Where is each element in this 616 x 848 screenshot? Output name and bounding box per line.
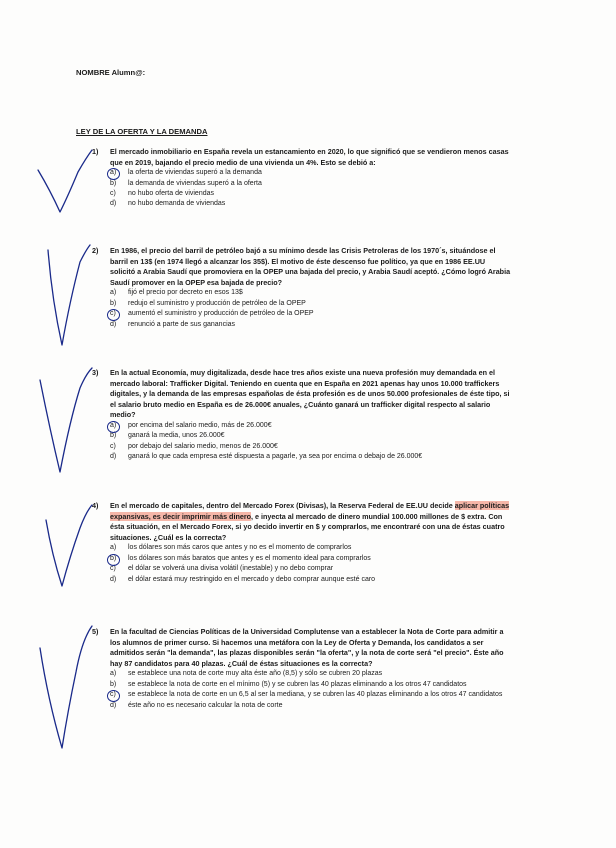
question-number: 3)	[92, 368, 99, 377]
option-letter: d)	[110, 701, 117, 709]
question-text	[110, 501, 512, 543]
checkmark-q3	[40, 368, 92, 472]
option-text: por encima del salario medio, más de 26.000€	[128, 421, 272, 429]
question-1	[92, 147, 512, 210]
question-text-end: , e inyecta al mercado de dinero mundial 100.000 millones de $ extra. Con ésta situación, en el Mercado Forex, si yo decido invertir en $ y comprarlos, me encontraré con una de éstas cuatro situaciones. ¿Cuál es la correcta?	[110, 511, 505, 542]
option-text: el dólar estará muy restringido en el mercado y debo comprar aunque esté caro	[128, 575, 376, 583]
option-text: por debajo del salario medio, menos de 26.000€	[128, 442, 278, 450]
question-4	[92, 501, 512, 585]
question-number: 1)	[92, 147, 99, 156]
checkmark-q4	[46, 505, 92, 586]
option-a[interactable]	[110, 421, 512, 431]
option-text: los dólares son más baratos que antes y es el momento ideal para comprarlos	[128, 554, 371, 562]
option-d[interactable]	[110, 575, 512, 585]
option-b[interactable]	[110, 431, 512, 441]
option-b[interactable]	[110, 554, 512, 564]
question-text: En 1986, el precio del barril de petróleo bajó a su mínimo desde las Crisis Petroleras de los 1970´s, situándose el barril en 13$ (en 1974 llegó a alcanzar los 35$). El motivo de éste descenso fue político, ya que en 1986 EE.UU solicitó a Arabia Saudí que promoviera en la OPEP una bajada del precio, y Arabia Saudí aceptó. ¿Cómo logró Arabia Saudí promover en la OPEP esa bajada de precio?	[110, 246, 511, 287]
section-title: LEY DE LA OFERTA Y LA DEMANDA	[76, 127, 208, 136]
option-letter: c)	[110, 309, 128, 319]
option-text: se establece la nota de corte en el mínimo (5) y se cubren las 40 plazas eliminando a los otros 47 candidatos	[128, 680, 467, 688]
option-a[interactable]	[110, 669, 512, 679]
student-name-label: NOMBRE Alumn@:	[76, 68, 146, 77]
question-number: 5)	[92, 627, 99, 636]
option-a[interactable]	[110, 168, 512, 178]
option-d[interactable]	[110, 320, 512, 330]
checkmark-q5	[40, 626, 92, 748]
option-text: éste año no es necesario calcular la nota de corte	[128, 701, 283, 709]
option-letter: d)	[110, 453, 117, 461]
option-letter: d)	[110, 320, 117, 328]
option-letter: b)	[110, 179, 117, 187]
question-2	[92, 246, 512, 330]
option-text: renunció a parte de sus ganancias	[128, 320, 236, 328]
option-letter: c)	[110, 565, 116, 573]
option-text: redujo el suministro y producción de petróleo de la OPEP	[128, 299, 306, 307]
option-letter: d)	[110, 575, 117, 583]
option-text: la demanda de viviendas superó a la oferta	[128, 179, 262, 187]
option-text: ganará la media, unos 26.000€	[128, 432, 225, 440]
option-letter: a)	[110, 168, 128, 178]
option-c[interactable]	[110, 309, 512, 319]
checkmark-q1	[38, 150, 92, 212]
option-letter: c)	[110, 190, 116, 197]
option-text: la oferta de viviendas superó a la demanda	[128, 169, 262, 177]
option-d[interactable]	[110, 199, 512, 209]
option-b[interactable]	[110, 680, 512, 690]
question-text: En la facultad de Ciencias Políticas de la Universidad Complutense van a establecer la Nota de Corte para admitir a los alumnos de primer curso. Si hacemos una metáfora con la Ley de Oferta y Demanda, los candidatos a ser admitidos serán "la demanda", las plazas disponibles serán "la oferta", y la nota de corte será "el precio". Éste año hay 87 candidatos para 40 plazas. ¿Cuál de éstas situaciones es la correcta?	[110, 627, 504, 668]
option-letter: b)	[110, 299, 117, 307]
option-letter: a)	[110, 289, 117, 297]
question-text: El mercado inmobiliario en España revela un estancamiento en 2020, lo que significó que se vendieron menos casas que en 2019, bajando el precio medio de una vivienda un 4%. Esto se debió a:	[110, 147, 509, 167]
option-text: los dólares son más caros que antes y no es el momento de comprarlos	[128, 544, 352, 552]
question-text-start: En el mercado de capitales, dentro del Mercado Forex (Divisas), la Reserva Federal de EE.UU decide	[110, 501, 455, 510]
question-3	[92, 368, 512, 463]
option-b[interactable]	[110, 299, 512, 309]
option-d[interactable]	[110, 452, 512, 462]
option-letter: c)	[110, 442, 116, 450]
option-letter: b)	[110, 554, 128, 564]
option-a[interactable]	[110, 543, 512, 553]
option-letter: b)	[110, 432, 117, 440]
option-b[interactable]	[110, 179, 512, 189]
option-text: aumentó el suministro y producción de petróleo de la OPEP	[128, 310, 314, 318]
option-letter: c)	[110, 690, 128, 700]
option-a[interactable]	[110, 288, 512, 298]
question-5	[92, 627, 512, 711]
option-text: el dólar se volverá una divisa volátil (inestable) y no debo comprar	[128, 565, 334, 573]
option-letter: a)	[110, 544, 117, 552]
option-text: se establece la nota de corte en un 6,5 al ser la mediana, y se cubren las 40 plazas eliminando a los otros 47 candidatos	[128, 691, 503, 699]
option-c[interactable]	[110, 189, 512, 199]
option-c[interactable]	[110, 690, 512, 700]
option-letter: b)	[110, 680, 117, 688]
question-number: 2)	[92, 246, 99, 255]
option-text: se establece una nota de corte muy alta éste año (8,5) y sólo se cubren 20 plazas	[128, 670, 383, 678]
option-letter: d)	[110, 200, 117, 208]
option-letter: a)	[110, 421, 128, 431]
option-c[interactable]	[110, 564, 512, 574]
highlighted-text: aplicar políticas expansivas, es decir imprimir más dinero	[110, 501, 510, 521]
option-text: no hubo demanda de viviendas	[128, 200, 226, 208]
option-letter: a)	[110, 670, 117, 678]
option-text: ganará lo que cada empresa esté dispuesta a pagarle, ya sea por encima o debajo de 26.000€	[128, 453, 423, 461]
question-text: En la actual Economía, muy digitalizada, desde hace tres años existe una nueva profesión muy demandada en el mercado laboral: Trafficker Digital. Teniendo en cuenta que en España en 2021 apenas hay unos 10.000 traffickers digitales, y la demanda de las empresas españolas de ésta profesión es de unos 50.000 profesionales de éste tipo, si el salario bruto medio en España es de 26.000€ anuales, ¿Cuánto ganará un trafficker digital respecto al salario medio?	[110, 368, 510, 420]
option-text: fijó el precio por decreto en esos 13$	[128, 289, 243, 297]
option-c[interactable]	[110, 442, 512, 452]
question-number: 4)	[92, 501, 99, 510]
option-d[interactable]	[110, 701, 512, 711]
option-text: no hubo oferta de viviendas	[128, 190, 215, 197]
checkmark-q2	[48, 245, 90, 345]
